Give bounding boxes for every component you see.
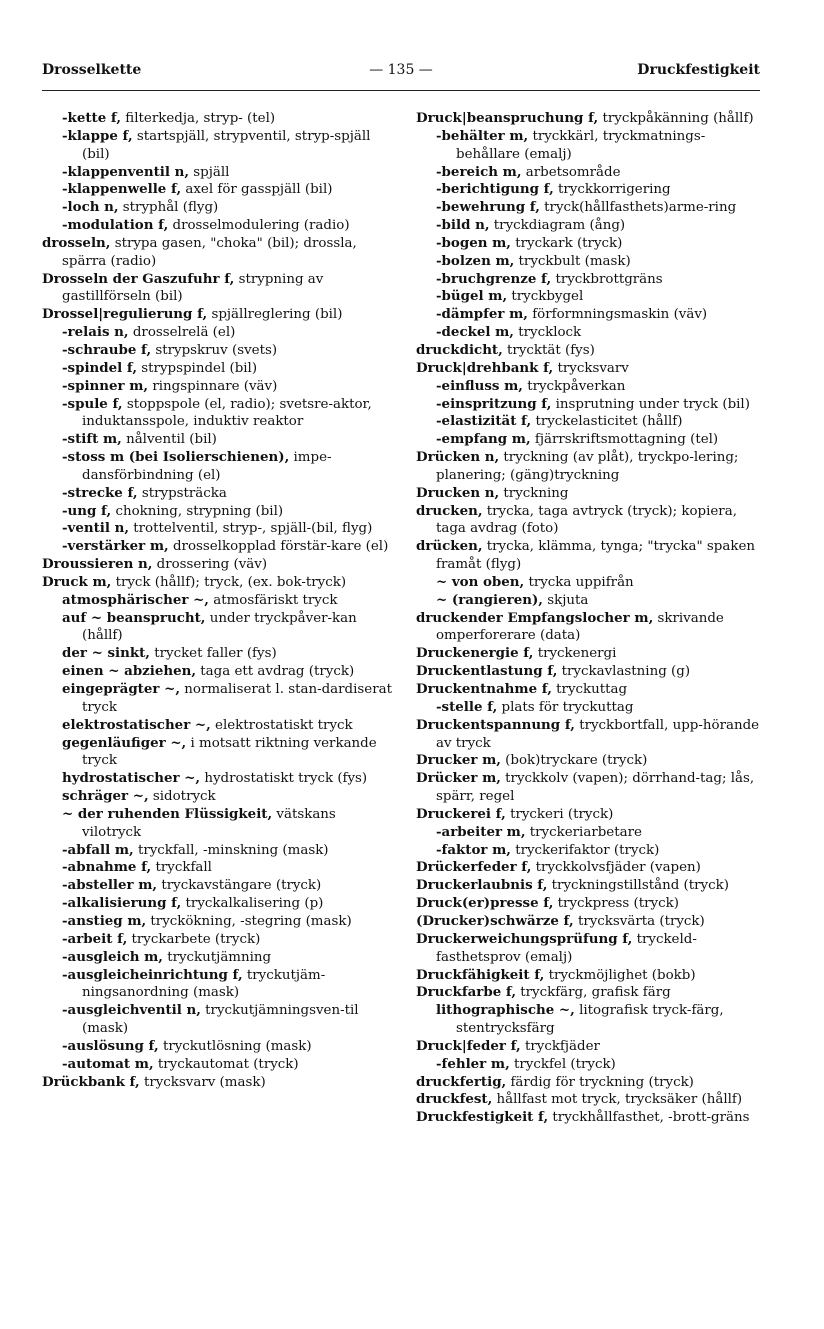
entry-translation: trycka, taga avtryck (tryck); kopiera, taga avdrag (foto) — [436, 503, 737, 537]
entry-headword: Druckfestigkeit f, — [416, 1109, 549, 1126]
entry-translation: tryckelasticitet (hållf) — [531, 414, 683, 430]
dictionary-entry — [42, 128, 396, 164]
dictionary-entry — [42, 877, 396, 895]
page-number: — 135 — — [369, 62, 433, 78]
dictionary-entry — [416, 396, 768, 414]
dictionary-entry — [416, 324, 768, 342]
entry-headword: hydrostatischer ~, — [62, 770, 201, 787]
dictionary-entry — [42, 485, 396, 503]
entry-translation: tryckutjämningsven-til (mask) — [82, 1003, 359, 1037]
dictionary-entry — [42, 949, 396, 967]
entry-headword: Drücken n, — [416, 449, 500, 466]
entry-headword: -kette f, — [62, 110, 122, 126]
dictionary-entry — [416, 806, 768, 824]
dictionary-entry — [416, 431, 768, 449]
dictionary-entry — [416, 538, 768, 574]
entry-translation: tryckkorrigering — [553, 182, 671, 198]
entry-translation: tryckuttag — [551, 682, 628, 697]
entry-headword: drosseln, — [42, 234, 111, 251]
entry-translation: elektrostatiskt tryck — [210, 717, 353, 733]
dictionary-entry — [416, 1091, 768, 1109]
entry-headword: Drossel|regulierung f, — [42, 306, 208, 323]
entry-headword: -schraube f, — [62, 341, 152, 358]
entry-headword: -klappenventil n, — [62, 163, 190, 180]
entry-translation: tryckark (tryck) — [510, 235, 623, 251]
entry-headword: Druck m, — [42, 573, 112, 590]
dictionary-entry — [42, 895, 396, 913]
header-left-guideword: Drosselkette — [42, 62, 142, 78]
dictionary-entry — [416, 128, 768, 164]
left-column — [42, 110, 396, 1091]
entry-translation: trycksvarv (mask) — [139, 1074, 266, 1090]
entry-translation: trycksvärta (tryck) — [573, 913, 705, 929]
dictionary-entry — [416, 859, 768, 877]
header-right-guideword: Druckfestigkeit — [637, 62, 760, 78]
entry-translation: tryckbrottgräns — [551, 271, 663, 287]
dictionary-entry — [42, 431, 396, 449]
entry-headword: -spinner m, — [62, 377, 149, 394]
dictionary-entry — [42, 592, 396, 610]
entry-translation: drosselrelä (el) — [128, 325, 236, 341]
entry-translation: filterkedja, stryp- (tel) — [121, 111, 276, 126]
dictionary-entry — [416, 1002, 768, 1038]
entry-headword: Druckerweichungsprüfung f, — [416, 930, 633, 947]
entry-headword: -auslösung f, — [62, 1037, 159, 1054]
entry-headword: -stift m, — [62, 431, 122, 448]
entry-translation: tryckdiagram (ång) — [489, 218, 626, 234]
entry-headword: -ausgleicheinrichtung f, — [62, 966, 243, 983]
dictionary-entry — [42, 110, 396, 128]
entry-translation: strypsträcka — [137, 485, 227, 501]
dictionary-entry — [416, 110, 768, 128]
dictionary-entry — [42, 1038, 396, 1056]
entry-translation: arbetsområde — [521, 164, 621, 180]
dictionary-entry — [416, 842, 768, 860]
dictionary-entry — [416, 610, 768, 646]
dictionary-entry — [42, 556, 396, 574]
entry-headword: Druckerei f, — [416, 805, 506, 822]
entry-translation: skrivande omperforerare (data) — [436, 610, 724, 644]
entry-translation: tryckhållfasthet, -brott-gräns — [548, 1110, 750, 1126]
entry-translation: trycklock — [513, 325, 582, 341]
entry-translation: skjuta — [542, 592, 589, 608]
dictionary-entry — [416, 752, 768, 770]
entry-translation: tryckning — [499, 485, 569, 501]
entry-translation: trycka uppifrån — [524, 574, 634, 590]
dictionary-entry — [42, 574, 396, 592]
entry-translation: normaliserat l. stan-dardiserat tryck — [82, 682, 392, 715]
entry-translation: tryckpåkänning (hållf) — [598, 111, 754, 126]
dictionary-entry — [42, 1074, 396, 1092]
dictionary-entry — [416, 360, 768, 378]
entry-headword: -stelle f, — [436, 698, 498, 715]
dictionary-entry — [416, 503, 768, 539]
entry-headword: Druck|feder f, — [416, 1037, 521, 1054]
dictionary-entry — [416, 342, 768, 360]
entry-translation: stryphål (flyg) — [118, 200, 219, 216]
entry-headword: -klappenwelle f, — [62, 181, 182, 198]
header-rule — [42, 90, 760, 91]
dictionary-entry — [416, 895, 768, 913]
entry-headword: der ~ sinkt, — [62, 645, 150, 662]
entry-headword: ~ (rangieren), — [436, 591, 543, 608]
entry-headword: lithographische ~, — [436, 1002, 575, 1019]
dictionary-entry — [42, 306, 396, 324]
dictionary-entry — [416, 217, 768, 235]
entry-headword: Drückbank f, — [42, 1073, 140, 1090]
entry-translation: tryck(hållfasthets)arme-ring — [539, 200, 737, 216]
entry-headword: -stoss m (bei Isolierschienen), — [62, 449, 290, 466]
dictionary-entry — [416, 378, 768, 396]
entry-headword: atmosphärischer ~, — [62, 591, 209, 608]
entry-translation: trycka, klämma, tynga; "trycka" spaken framåt (flyg) — [436, 539, 756, 573]
entry-headword: -deckel m, — [436, 324, 514, 341]
entry-translation: tryckeri (tryck) — [505, 806, 614, 822]
dictionary-entry — [42, 271, 396, 307]
entry-headword: gegenläufiger ~, — [62, 734, 187, 751]
dictionary-entry — [416, 288, 768, 306]
entry-translation: fjärrskriftsmottagning (tel) — [530, 432, 719, 448]
page-header — [42, 62, 760, 84]
entry-headword: -bogen m, — [436, 234, 511, 251]
dictionary-entry — [416, 717, 768, 753]
entry-translation: tryck (hållf); tryck, (ex. bok-tryck) — [111, 574, 347, 590]
entry-translation: trycket faller (fys) — [149, 646, 277, 662]
entry-translation: i motsatt riktning verkande tryck — [82, 735, 377, 769]
entry-translation: tryckkolv (vapen); dörrhand-tag; lås, spärr, regel — [436, 771, 755, 805]
entry-translation: insprutning under tryck (bil) — [551, 396, 750, 412]
entry-headword: Druckentnahme f, — [416, 681, 552, 697]
entry-translation: stoppspole (el, radio); svetsre-aktor, induktansspole, induktiv reaktor — [82, 396, 372, 430]
entry-headword: drucken, — [416, 502, 483, 519]
entry-headword: -relais n, — [62, 324, 129, 341]
dictionary-entry — [42, 199, 396, 217]
entry-translation: drosselmodulering (radio) — [168, 218, 350, 234]
entry-translation: axel för gasspjäll (bil) — [181, 182, 333, 198]
dictionary-entry — [416, 663, 768, 681]
dictionary-entry — [42, 164, 396, 182]
entry-headword: Druckfähigkeit f, — [416, 966, 545, 983]
entry-headword: -elastizität f, — [436, 413, 532, 430]
entry-headword: Druckfarbe f, — [416, 984, 516, 1001]
entry-translation: taga ett avdrag (tryck) — [196, 664, 355, 680]
entry-translation: drosselkopplad förstär-kare (el) — [168, 539, 389, 555]
entry-headword: (Drucker)schwärze f, — [416, 912, 574, 929]
dictionary-entry — [42, 931, 396, 949]
dictionary-entry — [42, 538, 396, 556]
entry-translation: tryckeriarbetare — [525, 824, 642, 840]
entry-translation: spjäll — [189, 164, 230, 180]
entry-headword: -bügel m, — [436, 288, 508, 305]
entry-headword: ~ von oben, — [436, 573, 525, 590]
dictionary-entry — [42, 342, 396, 360]
dictionary-entry — [42, 788, 396, 806]
dictionary-entry — [42, 1056, 396, 1074]
entry-translation: tryckutjämning — [162, 949, 272, 965]
dictionary-entry — [416, 181, 768, 199]
entry-translation: tryckalkalisering (p) — [181, 896, 324, 912]
entry-translation: hydrostatiskt tryck (fys) — [200, 771, 368, 787]
dictionary-entry — [416, 770, 768, 806]
dictionary-entry — [416, 645, 768, 663]
entry-translation: sidotryck — [148, 789, 216, 805]
dictionary-entry — [42, 913, 396, 931]
entry-headword: -fehler m, — [436, 1055, 510, 1072]
dictionary-entry — [416, 253, 768, 271]
entry-translation: tryckerifaktor (tryck) — [510, 842, 660, 858]
entry-translation: hållfast mot tryck, trycksäker (hållf) — [492, 1092, 743, 1108]
entry-translation: tryckutlösning (mask) — [158, 1038, 312, 1054]
entry-headword: -bereich m, — [436, 163, 522, 180]
entry-headword: auf ~ beansprucht, — [62, 609, 206, 626]
dictionary-entry — [416, 413, 768, 431]
dictionary-entry — [416, 931, 768, 967]
entry-headword: -loch n, — [62, 199, 119, 216]
entry-headword: druckfertig, — [416, 1073, 507, 1090]
entry-translation: impe-dansförbindning (el) — [82, 450, 332, 483]
entry-translation: trycktät (fys) — [502, 342, 595, 358]
entry-headword: -modulation f, — [62, 217, 169, 234]
entry-translation: vätskans vilotryck — [82, 806, 336, 840]
entry-translation: förformningsmaskin (väv) — [527, 307, 708, 323]
entry-headword: Druckentspannung f, — [416, 716, 575, 733]
entry-translation: tryckeld-fasthetsprov (emalj) — [436, 931, 697, 965]
entry-headword: Druckerlaubnis f, — [416, 877, 548, 894]
entry-headword: Droussieren n, — [42, 556, 153, 573]
entry-headword: -automat m, — [62, 1055, 154, 1072]
dictionary-entry — [42, 610, 396, 646]
entry-headword: -ventil n, — [62, 520, 130, 537]
dictionary-entry — [416, 1074, 768, 1092]
entry-headword: -empfang m, — [436, 431, 531, 448]
entry-translation: tryckutjäm-ningsanordning (mask) — [82, 967, 326, 1001]
entry-headword: -arbeiter m, — [436, 823, 526, 840]
dictionary-entry — [42, 735, 396, 771]
dictionary-entry — [42, 396, 396, 432]
entry-translation: färdig för tryckning (tryck) — [506, 1074, 694, 1090]
entry-headword: -anstieg m, — [62, 912, 147, 929]
dictionary-entry — [42, 503, 396, 521]
entry-translation: nålventil (bil) — [121, 432, 217, 448]
entry-headword: -abfall m, — [62, 841, 134, 858]
entry-headword: Druckenergie f, — [416, 645, 534, 662]
entry-translation: tryckfall, -minskning (mask) — [133, 842, 329, 858]
entry-translation: plats för tryckuttag — [497, 699, 634, 715]
entry-translation: strypskruv (svets) — [151, 342, 278, 358]
entry-headword: -einfluss m, — [436, 377, 523, 394]
entry-headword: Druckentlastung f, — [416, 663, 558, 680]
dictionary-entry — [416, 699, 768, 717]
entry-headword: Druck|beanspruchung f, — [416, 110, 599, 126]
entry-translation: litografisk tryck-färg, stentrycksfärg — [456, 1003, 724, 1037]
entry-headword: -bruchgrenze f, — [436, 270, 552, 287]
dictionary-entry — [416, 1056, 768, 1074]
entry-headword: -berichtigung f, — [436, 181, 554, 198]
entry-headword: Drückerfeder f, — [416, 859, 532, 876]
entry-translation: spjällreglering (bil) — [207, 307, 343, 323]
dictionary-entry — [416, 1038, 768, 1056]
dictionary-entry — [42, 235, 396, 271]
dictionary-entry — [416, 271, 768, 289]
entry-translation: tryckfjäder — [520, 1038, 600, 1054]
entry-headword: -bolzen m, — [436, 252, 515, 269]
entry-translation: tryckfärg, grafisk färg — [516, 985, 671, 1001]
entry-headword: -faktor m, — [436, 841, 511, 858]
entry-headword: -alkalisierung f, — [62, 895, 182, 912]
entry-translation: tryckökning, -stegring (mask) — [146, 913, 352, 929]
entry-headword: schräger ~, — [62, 788, 149, 805]
entry-translation: tryckkolvsfjäder (vapen) — [531, 860, 701, 876]
entry-translation: tryckbygel — [507, 289, 584, 305]
entry-translation: tryckning (av plåt), tryckpo-lering; planering; (gäng)tryckning — [436, 450, 739, 483]
entry-translation: tryckkärl, tryckmatnings-behållare (emalj) — [456, 128, 706, 162]
dictionary-entry — [416, 967, 768, 985]
entry-headword: -ausgleich m, — [62, 948, 163, 965]
entry-headword: -arbeit f, — [62, 930, 128, 947]
entry-translation: tryckarbete (tryck) — [127, 931, 261, 947]
entry-headword: Druck(er)presse f, — [416, 895, 554, 912]
entry-translation: under tryckpåver-kan (hållf) — [82, 610, 357, 644]
dictionary-entry — [42, 681, 396, 717]
dictionary-entry — [42, 181, 396, 199]
dictionary-entry — [416, 984, 768, 1002]
right-column — [416, 110, 768, 1127]
dictionary-entry — [42, 1002, 396, 1038]
entry-headword: Drosseln der Gaszufuhr f, — [42, 270, 235, 287]
entry-translation: tryckbortfall, upp-hörande av tryck — [436, 717, 760, 751]
entry-translation: tryckmöjlighet (bokb) — [544, 967, 696, 983]
dictionary-entry — [416, 235, 768, 253]
entry-translation: tryckenergi — [533, 646, 617, 662]
entry-headword: druckdicht, — [416, 341, 503, 358]
dictionary-entry — [42, 324, 396, 342]
dictionary-entry — [42, 520, 396, 538]
dictionary-entry — [416, 199, 768, 217]
entry-headword: -einspritzung f, — [436, 395, 552, 412]
entry-headword: -spule f, — [62, 395, 123, 412]
entry-headword: -bewehrung f, — [436, 199, 540, 216]
entry-translation: chokning, strypning (bil) — [111, 503, 284, 519]
entry-translation: tryckpåverkan — [522, 378, 626, 394]
entry-translation: (bok)tryckare (tryck) — [500, 753, 648, 769]
entry-translation: drossering (väv) — [152, 557, 268, 573]
dictionary-entry — [42, 859, 396, 877]
dictionary-entry — [416, 824, 768, 842]
entry-headword: Drucker m, — [416, 752, 501, 769]
dictionary-entry — [42, 967, 396, 1003]
entry-headword: Drucken n, — [416, 484, 500, 501]
dictionary-entry — [42, 717, 396, 735]
entry-translation: tryckautomat (tryck) — [153, 1056, 299, 1072]
entry-translation: strypspindel (bil) — [137, 360, 258, 376]
entry-translation: atmosfäriskt tryck — [208, 592, 338, 608]
entry-translation: strypning av gastillförseln (bil) — [62, 271, 324, 305]
entry-translation: tryckavstängare (tryck) — [157, 878, 322, 894]
entry-translation: trottelventil, stryp-, spjäll-(bil, flyg) — [129, 521, 373, 537]
dictionary-entry — [416, 485, 768, 503]
entry-translation: tryckavlastning (g) — [557, 664, 691, 680]
dictionary-entry — [42, 770, 396, 788]
dictionary-entry — [416, 681, 768, 699]
dictionary-entry — [416, 164, 768, 182]
entry-translation: ringspinnare (väv) — [148, 378, 278, 394]
entry-headword: -absteller m, — [62, 877, 158, 894]
entry-headword: Druck|drehbank f, — [416, 359, 554, 376]
entry-headword: einen ~ abziehen, — [62, 663, 197, 680]
entry-headword: drücken, — [416, 538, 483, 555]
dictionary-entry — [42, 378, 396, 396]
entry-headword: -ung f, — [62, 502, 112, 519]
entry-headword: -bild n, — [436, 217, 490, 234]
entry-headword: -spindel f, — [62, 359, 138, 376]
entry-headword: ~ der ruhenden Flüssigkeit, — [62, 805, 273, 822]
entry-headword: -klappe f, — [62, 127, 133, 144]
dictionary-entry — [416, 877, 768, 895]
entry-translation: strypa gasen, "choka" (bil); drossla, spärra (radio) — [62, 235, 357, 269]
entry-headword: -verstärker m, — [62, 538, 169, 555]
dictionary-entry — [42, 663, 396, 681]
dictionary-entry — [42, 449, 396, 485]
dictionary-entry — [42, 842, 396, 860]
entry-headword: druckfest, — [416, 1091, 493, 1108]
entry-translation: trycksvarv — [553, 360, 629, 376]
entry-translation: tryckningstillstånd (tryck) — [547, 878, 729, 894]
entry-translation: tryckfall — [151, 860, 212, 876]
dictionary-entry — [416, 592, 768, 610]
entry-translation: tryckbult (mask) — [514, 253, 631, 269]
entry-headword: druckender Empfangslocher m, — [416, 609, 654, 626]
entry-headword: -ausgleichventil n, — [62, 1002, 201, 1019]
dictionary-entry — [416, 1109, 768, 1127]
entry-headword: elektrostatischer ~, — [62, 716, 211, 733]
entry-translation: startspjäll, strypventil, stryp-spjäll (bil) — [82, 128, 371, 162]
dictionary-entry — [416, 913, 768, 931]
entry-headword: eingeprägter ~, — [62, 681, 180, 697]
entry-headword: -dämpfer m, — [436, 306, 528, 323]
entry-headword: -abnahme f, — [62, 859, 152, 876]
dictionary-entry — [416, 574, 768, 592]
entry-translation: tryckpress (tryck) — [553, 896, 679, 912]
entry-headword: -strecke f, — [62, 484, 138, 501]
dictionary-entry — [416, 449, 768, 485]
entry-translation: tryckfel (tryck) — [509, 1056, 616, 1072]
dictionary-entry — [42, 217, 396, 235]
entry-headword: -behälter m, — [436, 127, 529, 144]
entry-headword: Drücker m, — [416, 770, 501, 787]
dictionary-entry — [42, 645, 396, 663]
dictionary-entry — [416, 306, 768, 324]
dictionary-entry — [42, 360, 396, 378]
dictionary-entry — [42, 806, 396, 842]
